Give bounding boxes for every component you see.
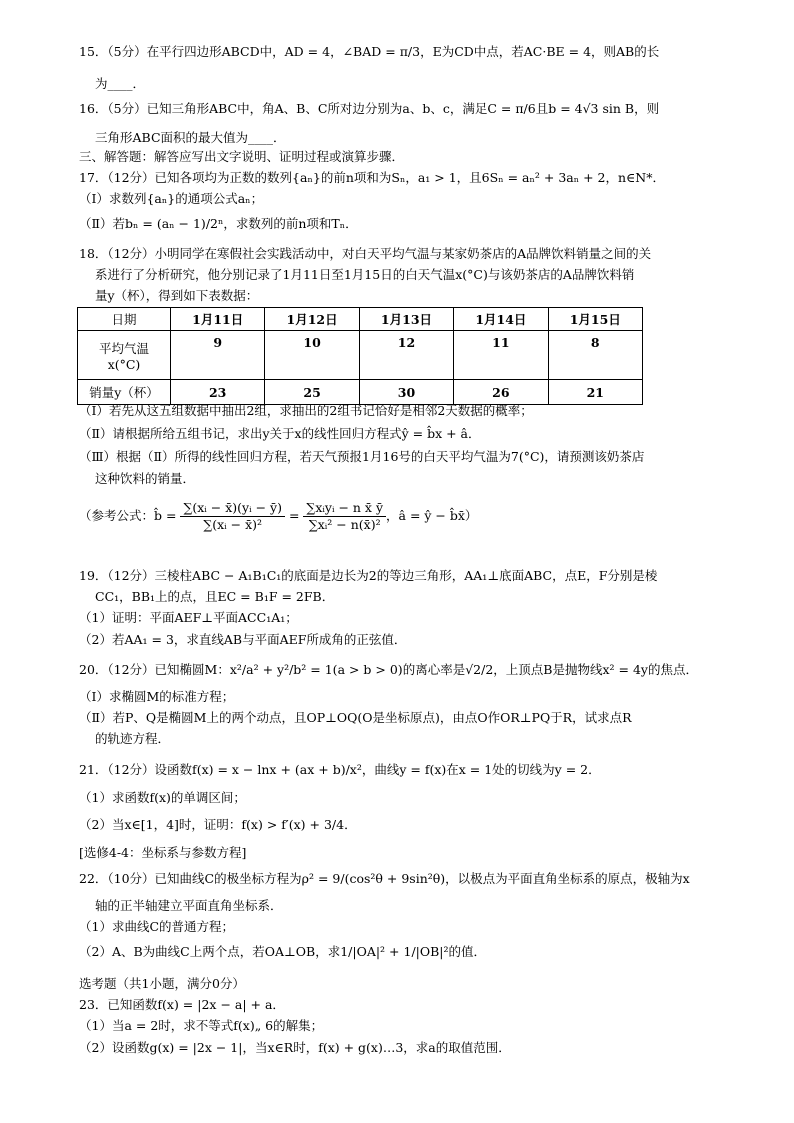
text-line: 16．（5分）已知三角形ABC中，角A、B、C所对边分别为a、b、c，满足C = π/6且b = 4√3 sin B，则 bbox=[79, 101, 660, 116]
table-cell: 21 bbox=[548, 380, 642, 405]
table-cell: 9 bbox=[171, 331, 265, 380]
table-cell: 30 bbox=[359, 380, 453, 405]
table-cell bbox=[78, 331, 171, 380]
text-line: （Ⅲ）根据（Ⅱ）所得的线性回归方程，若天气预报1月16号的白天平均气温为7(°C)，请预测该奶茶店 bbox=[79, 449, 645, 464]
text-line: 17．（12分）已知各项均为正数的数列{aₙ}的前n项和为Sₙ，a₁ > 1，且6Sₙ = aₙ² + 3aₙ + 2，n∈N*． bbox=[79, 170, 665, 185]
text-line: 15．（5分）在平行四边形ABCD中，AD = 4，∠BAD = π/3，E为CD中点，若AC·BE = 4，则AB的长 bbox=[79, 44, 660, 59]
formula-prefix: （参考公式：b̂ = bbox=[79, 508, 177, 523]
fraction bbox=[303, 500, 386, 533]
text-line: （2）当x∈[1，4]时，证明：f(x) > f′(x) + 3/4． bbox=[79, 817, 357, 832]
text-line: （Ⅱ）若bₙ = (aₙ − 1)/2ⁿ，求数列的前n项和Tₙ． bbox=[79, 216, 358, 231]
table-cell: 8 bbox=[548, 331, 642, 380]
numerator: ∑xᵢyᵢ − n x̄ ȳ bbox=[303, 500, 386, 517]
table-cell: 10 bbox=[265, 331, 359, 380]
text-line: （Ⅰ）求椭圆M的标准方程； bbox=[79, 689, 235, 704]
table-cell: 1月12日 bbox=[265, 308, 359, 331]
equals-sign: = bbox=[288, 508, 300, 523]
data-table bbox=[77, 307, 643, 405]
text-line: （1）证明：平面AEF⊥平面ACC₁A₁； bbox=[79, 610, 298, 625]
text-line: 量y（杯），得到如下表数据： bbox=[95, 288, 259, 303]
text-line: CC₁，BB₁上的点，且EC = B₁F = 2FB． bbox=[95, 589, 335, 604]
table-cell: 23 bbox=[171, 380, 265, 405]
text-line: 20．（12分）已知椭圆M：x²/a² + y²/b² = 1(a > b > 0)的离心率是√2/2，上顶点B是抛物线x² = 4y的焦点． bbox=[79, 662, 698, 677]
formula-suffix: ，â = ŷ − b̂x̄） bbox=[386, 508, 478, 523]
row-label: 平均气温 bbox=[98, 340, 149, 356]
text-line: （1）求曲线C的普通方程； bbox=[79, 919, 235, 934]
text-line: （2）A、B为曲线C上两个点，若OA⊥OB，求1/|OA|² + 1/|OB|²的值． bbox=[79, 944, 487, 959]
table-cell: 1月14日 bbox=[454, 308, 548, 331]
text-line: 22．（10分）已知曲线C的极坐标方程为ρ² = 9/(cos²θ + 9sin²θ)，以极点为平面直角坐标系的原点，极轴为x bbox=[79, 871, 690, 886]
table-cell: 1月11日 bbox=[171, 308, 265, 331]
text-line: （1）当a = 2时，求不等式f(x)„ 6的解集； bbox=[79, 1018, 324, 1033]
text-line: （2）设函数g(x) = |2x − 1|，当x∈R时，f(x) + g(x)…3，求a的取值范围． bbox=[79, 1040, 511, 1055]
denominator: ∑xᵢ² − n(x̄)² bbox=[308, 517, 381, 532]
text-line: 的轨迹方程． bbox=[95, 731, 171, 746]
table-cell: 12 bbox=[359, 331, 453, 380]
table-cell: 11 bbox=[454, 331, 548, 380]
text-line: 23．已知函数f(x) = |2x − a| + a． bbox=[79, 997, 285, 1012]
regression-formula bbox=[79, 500, 477, 533]
row-label: x(°C) bbox=[107, 356, 141, 372]
numerator: ∑(xᵢ − x̄)(yᵢ − ȳ) bbox=[180, 500, 285, 517]
fraction bbox=[180, 500, 285, 533]
table-cell: 1月13日 bbox=[359, 308, 453, 331]
text-line: 三、解答题：解答应写出文字说明、证明过程或演算步骤． bbox=[79, 149, 405, 164]
text-line: [选修4-4：坐标系与参数方程] bbox=[79, 845, 247, 860]
text-line: 三角形ABC面积的最大值为____． bbox=[95, 130, 286, 145]
text-line: 这种饮料的销量． bbox=[95, 471, 196, 486]
text-line: （2）若AA₁ = 3，求直线AB与平面AEF所成角的正弦值． bbox=[79, 632, 407, 647]
text-line: 选考题（共1小题，满分0分） bbox=[79, 976, 245, 991]
text-line: 轴的正半轴建立平面直角坐标系． bbox=[95, 898, 283, 913]
text-line: （Ⅰ）求数列{aₙ}的通项公式aₙ； bbox=[79, 191, 264, 206]
table-row bbox=[78, 331, 643, 380]
text-line: 为____． bbox=[95, 76, 146, 91]
table-row bbox=[78, 380, 643, 405]
text-line: （1）求函数f(x)的单调区间； bbox=[79, 790, 246, 805]
text-line: 19．（12分）三棱柱ABC − A₁B₁C₁的底面是边长为2的等边三角形，AA₁⊥底面ABC，点E，F分别是棱 bbox=[79, 568, 658, 583]
table-cell: 1月15日 bbox=[548, 308, 642, 331]
table-cell: 25 bbox=[265, 380, 359, 405]
text-line: 21．（12分）设函数f(x) = x − lnx + (ax + b)/x²，曲线y = f(x)在x = 1处的切线为y = 2． bbox=[79, 762, 601, 777]
text-line: （Ⅰ）若先从这五组数据中抽出2组，求抽出的2组书记恰好是相邻2天数据的概率； bbox=[79, 403, 533, 418]
table-row bbox=[78, 308, 643, 331]
text-line: （Ⅱ）若P、Q是椭圆M上的两个动点，且OP⊥OQ(O是坐标原点)，由点O作OR⊥PQ于R，试求点R bbox=[79, 710, 632, 725]
table-cell: 26 bbox=[454, 380, 548, 405]
text-line: 18．（12分）小明同学在寒假社会实践活动中，对白天平均气温与某家奶茶店的A品牌饮料销量之间的关 bbox=[79, 246, 652, 261]
table-cell: 销量y（杯） bbox=[78, 380, 171, 405]
denominator: ∑(xᵢ − x̄)² bbox=[203, 517, 263, 532]
text-line: 系进行了分析研究，他分别记录了1月11日至1月15日的白天气温x(°C)与该奶茶店的A品牌饮料销 bbox=[95, 267, 635, 282]
text-line: （Ⅱ）请根据所给五组书记，求出y关于x的线性回归方程式ŷ = b̂x + â． bbox=[79, 426, 481, 441]
table-cell: 日期 bbox=[78, 308, 171, 331]
